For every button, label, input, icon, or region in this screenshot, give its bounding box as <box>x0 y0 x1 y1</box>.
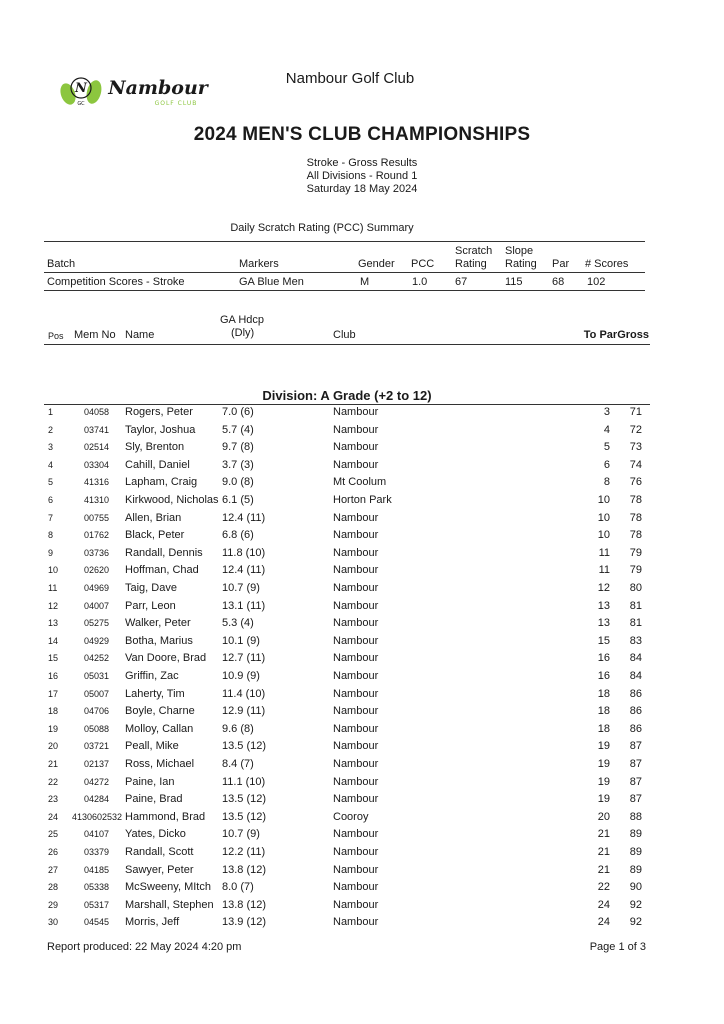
row-club: Nambour <box>333 652 379 665</box>
row-topar: 11 <box>598 546 610 559</box>
row-gross: 92 <box>629 916 642 929</box>
row-pos: 4 <box>48 459 54 470</box>
row-hdcp: 13.5 (12) <box>222 793 267 806</box>
row-hdcp: 7.0 (6) <box>222 406 254 418</box>
row-topar: 21 <box>597 846 610 858</box>
row-topar: 4 <box>603 423 610 436</box>
row-memno: 04929 <box>84 635 110 646</box>
row-gross: 79 <box>629 564 642 577</box>
result-row <box>0 705 724 723</box>
row-hdcp: 12.4 (11) <box>222 564 266 577</box>
result-row <box>0 688 724 706</box>
row-hdcp: 6.8 (6) <box>222 529 254 542</box>
row-gross: 79 <box>629 546 642 559</box>
row-pos: 12 <box>48 600 59 611</box>
row-memno: 04007 <box>84 600 110 611</box>
row-topar: 21 <box>597 863 610 876</box>
row-club: Nambour <box>333 458 379 471</box>
row-memno: 01762 <box>84 530 110 541</box>
row-hdcp: 9.6 (8) <box>222 722 254 735</box>
row-club: Nambour <box>333 863 379 876</box>
row-gross: 88 <box>629 810 642 823</box>
row-hdcp: 13.9 (12) <box>222 916 267 929</box>
row-club: Nambour <box>333 881 379 894</box>
row-name: Boyle, Charne <box>125 705 195 718</box>
row-name: Walker, Peter <box>125 617 191 630</box>
row-pos: 22 <box>48 776 59 787</box>
row-memno: 05088 <box>84 723 110 734</box>
row-hdcp: 10.9 (9) <box>222 670 260 682</box>
row-hdcp: 12.4 (11) <box>222 511 266 524</box>
pcc-col-scratch-1: Scratch <box>455 245 493 257</box>
row-memno: 03721 <box>84 741 110 752</box>
row-topar: 16 <box>597 670 610 682</box>
row-name: Hoffman, Chad <box>125 564 199 577</box>
row-name: Black, Peter <box>125 529 185 542</box>
row-name: Yates, Dicko <box>125 828 186 841</box>
row-memno: 03379 <box>84 847 110 857</box>
pcc-col-scratch-2: Rating <box>455 258 487 270</box>
row-topar: 22 <box>597 881 610 894</box>
row-memno: 41310 <box>84 495 110 505</box>
row-topar: 10 <box>597 529 610 542</box>
result-row <box>0 600 724 618</box>
row-gross: 81 <box>629 599 642 612</box>
row-hdcp: 11.4 (10) <box>222 687 266 700</box>
row-memno: 04969 <box>84 583 110 593</box>
col-name: Name <box>125 329 155 341</box>
row-pos: 5 <box>48 477 54 488</box>
pcc-value: 1.0 <box>412 276 428 288</box>
table-rule <box>44 290 645 291</box>
row-pos: 7 <box>48 512 54 523</box>
result-row <box>0 547 724 565</box>
row-pos: 20 <box>48 741 59 752</box>
row-memno: 05031 <box>84 671 110 681</box>
row-pos: 10 <box>48 565 59 576</box>
pcc-slope: 115 <box>505 276 523 288</box>
row-club: Nambour <box>333 846 379 858</box>
division-rule <box>44 404 650 405</box>
result-row <box>0 529 724 547</box>
result-row <box>0 758 724 776</box>
row-topar: 20 <box>597 810 610 823</box>
col-topar-gross: To ParGross <box>583 329 649 341</box>
row-hdcp: 3.7 (3) <box>222 458 254 471</box>
row-hdcp: 9.0 (8) <box>222 476 254 489</box>
row-name: Ross, Michael <box>125 758 195 770</box>
result-type: Stroke - Gross Results <box>306 157 418 169</box>
row-topar: 10 <box>597 494 610 506</box>
pcc-markers: GA Blue Men <box>239 276 304 288</box>
row-pos: 28 <box>48 882 59 893</box>
result-row <box>0 459 724 477</box>
row-name: Sly, Brenton <box>125 441 185 454</box>
result-row <box>0 617 724 635</box>
row-topar: 24 <box>597 916 610 929</box>
row-memno: 02137 <box>84 759 110 769</box>
result-row <box>0 476 724 494</box>
row-club: Cooroy <box>333 810 369 823</box>
row-gross: 73 <box>629 441 642 454</box>
row-memno: 00755 <box>84 512 110 523</box>
row-club: Nambour <box>333 758 379 770</box>
row-gross: 74 <box>629 458 642 471</box>
result-row <box>0 582 724 600</box>
row-memno: 02514 <box>84 442 110 453</box>
row-pos: 2 <box>48 424 54 435</box>
row-gross: 86 <box>629 722 642 735</box>
row-gross: 89 <box>629 846 642 858</box>
club-logo-graphic <box>58 72 218 112</box>
row-gross: 71 <box>629 406 642 418</box>
result-row <box>0 828 724 846</box>
row-name: Cahill, Daniel <box>125 458 190 471</box>
col-club: Club <box>333 329 356 341</box>
row-gross: 87 <box>629 775 642 788</box>
result-row <box>0 881 724 899</box>
col-memno: Mem No <box>74 329 116 341</box>
row-topar: 24 <box>597 898 610 911</box>
row-gross: 80 <box>629 582 642 594</box>
row-club: Nambour <box>333 546 379 559</box>
row-pos: 17 <box>48 688 59 699</box>
result-row <box>0 670 724 688</box>
row-topar: 19 <box>597 758 610 770</box>
row-gross: 78 <box>629 511 642 524</box>
row-name: McSweeny, MItch <box>125 881 211 894</box>
row-hdcp: 5.3 (4) <box>222 617 254 630</box>
table-rule <box>44 272 645 273</box>
row-club: Nambour <box>333 406 379 418</box>
result-row <box>0 723 724 741</box>
col-pos: Pos <box>48 331 64 341</box>
row-memno: 04545 <box>84 917 110 928</box>
row-name: Griffin, Zac <box>125 670 179 682</box>
row-name: Morris, Jeff <box>125 916 180 929</box>
row-name: Paine, Ian <box>125 775 175 788</box>
row-name: Hammond, Brad <box>125 810 206 823</box>
row-pos: 27 <box>48 864 59 875</box>
row-pos: 3 <box>48 442 54 453</box>
row-gross: 92 <box>629 898 642 911</box>
row-club: Nambour <box>333 740 379 753</box>
pcc-scores: 102 <box>587 276 606 288</box>
row-pos: 18 <box>48 706 59 717</box>
logo-subtext: GOLF CLUB <box>154 100 198 107</box>
result-row <box>0 441 724 459</box>
row-topar: 19 <box>597 740 610 753</box>
club-logo <box>58 72 218 112</box>
row-memno: 04284 <box>84 794 110 805</box>
result-row <box>0 635 724 653</box>
row-name: Sawyer, Peter <box>125 863 194 876</box>
row-club: Nambour <box>333 634 379 647</box>
row-pos: 16 <box>48 671 59 681</box>
row-gross: 84 <box>629 652 642 665</box>
row-club: Nambour <box>333 793 379 806</box>
row-name: Botha, Marius <box>125 634 193 647</box>
row-name: Allen, Brian <box>125 511 182 524</box>
club-name: Nambour Golf Club <box>285 70 415 87</box>
row-pos: 11 <box>48 583 58 593</box>
row-topar: 16 <box>597 652 610 665</box>
row-topar: 21 <box>597 828 610 841</box>
row-name: Rogers, Peter <box>125 406 193 418</box>
row-memno: 04107 <box>84 829 110 840</box>
row-hdcp: 10.7 (9) <box>222 828 260 841</box>
row-memno: 03736 <box>84 547 110 558</box>
svg-text:N: N <box>75 81 87 96</box>
row-name: Randall, Scott <box>125 846 194 858</box>
row-club: Nambour <box>333 529 379 542</box>
row-memno: 04252 <box>84 653 110 664</box>
row-pos: 21 <box>48 759 59 769</box>
row-gross: 83 <box>629 634 642 647</box>
row-hdcp: 12.7 (11) <box>222 652 266 665</box>
row-topar: 13 <box>597 599 610 612</box>
row-hdcp: 13.8 (12) <box>222 898 267 911</box>
row-club: Nambour <box>333 441 379 454</box>
row-name: Peall, Mike <box>125 740 179 753</box>
row-hdcp: 13.5 (12) <box>222 740 267 753</box>
table-rule <box>44 241 645 242</box>
row-gross: 78 <box>629 529 642 542</box>
row-club: Nambour <box>333 617 379 630</box>
result-row <box>0 776 724 794</box>
row-hdcp: 8.4 (7) <box>222 758 254 770</box>
row-memno: 03304 <box>84 459 110 470</box>
row-topar: 13 <box>597 617 610 630</box>
pcc-par: 68 <box>552 276 565 288</box>
row-topar: 18 <box>597 705 610 718</box>
row-memno: 05275 <box>84 618 110 629</box>
row-pos: 25 <box>48 829 59 840</box>
col-hdcp-2: (Dly) <box>231 327 255 339</box>
row-topar: 8 <box>603 476 610 489</box>
result-row <box>0 793 724 811</box>
row-pos: 23 <box>48 794 59 805</box>
row-pos: 13 <box>48 618 59 629</box>
division-heading: Division: A Grade (+2 to 12) <box>262 388 432 403</box>
result-row <box>0 652 724 670</box>
result-row <box>0 494 724 512</box>
row-pos: 30 <box>48 917 59 928</box>
pcc-gender: M <box>360 276 370 288</box>
result-row <box>0 564 724 582</box>
pcc-col-gender: Gender <box>358 258 395 270</box>
row-topar: 5 <box>603 441 610 454</box>
page-title: 2024 MEN'S CLUB CHAMPIONSHIPS <box>193 124 531 145</box>
row-club: Nambour <box>333 722 379 735</box>
report-produced: Report produced: 22 May 2024 4:20 pm <box>47 941 242 953</box>
row-memno: 4130602532 <box>72 811 123 822</box>
result-row <box>0 811 724 829</box>
row-club: Nambour <box>333 898 379 911</box>
row-gross: 87 <box>629 793 642 806</box>
row-club: Nambour <box>333 564 379 577</box>
row-club: Nambour <box>333 705 379 718</box>
pcc-col-scores: # Scores <box>585 258 629 270</box>
row-topar: 10 <box>597 511 610 524</box>
row-name: Lapham, Craig <box>125 476 198 489</box>
row-gross: 90 <box>629 881 642 894</box>
row-pos: 1 <box>48 407 54 417</box>
pcc-col-pcc: PCC <box>411 258 435 270</box>
row-gross: 78 <box>629 494 642 506</box>
row-topar: 11 <box>598 564 610 577</box>
row-pos: 19 <box>48 723 59 734</box>
row-memno: 05317 <box>84 899 110 910</box>
row-memno: 02620 <box>84 565 110 576</box>
row-pos: 26 <box>48 847 59 857</box>
row-memno: 04185 <box>84 864 110 875</box>
result-row <box>0 864 724 882</box>
row-club: Nambour <box>333 916 379 929</box>
row-name: Kirkwood, Nicholas <box>125 494 219 506</box>
row-pos: 6 <box>48 495 54 505</box>
row-club: Nambour <box>333 687 379 700</box>
row-club: Nambour <box>333 670 379 682</box>
row-pos: 14 <box>48 635 59 646</box>
pcc-col-markers: Markers <box>239 258 279 270</box>
row-club: Nambour <box>333 423 379 436</box>
row-name: Van Doore, Brad <box>125 652 207 665</box>
row-club: Nambour <box>333 775 379 788</box>
table-rule <box>44 344 650 345</box>
row-hdcp: 11.1 (10) <box>222 775 266 788</box>
row-hdcp: 8.0 (7) <box>222 881 254 894</box>
pcc-col-slope-2: Rating <box>505 258 537 270</box>
row-gross: 87 <box>629 758 642 770</box>
row-topar: 18 <box>597 687 610 700</box>
row-name: Taylor, Joshua <box>125 423 196 436</box>
pcc-batch: Competition Scores - Stroke <box>47 276 185 288</box>
row-name: Randall, Dennis <box>125 546 203 559</box>
row-topar: 19 <box>597 775 610 788</box>
row-gross: 84 <box>629 670 642 682</box>
row-hdcp: 9.7 (8) <box>222 441 254 454</box>
row-pos: 8 <box>48 530 54 541</box>
row-memno: 04058 <box>84 407 110 417</box>
page-number: Page 1 of 3 <box>589 941 646 953</box>
row-topar: 6 <box>603 458 610 471</box>
row-club: Nambour <box>333 511 379 524</box>
row-pos: 15 <box>48 653 59 664</box>
row-gross: 72 <box>629 423 642 436</box>
logo-wordmark: Nambour <box>108 77 208 99</box>
row-club: Nambour <box>333 582 379 594</box>
row-club: Nambour <box>333 828 379 841</box>
row-topar: 18 <box>597 722 610 735</box>
round-info: All Divisions - Round 1 <box>306 170 418 182</box>
row-pos: 29 <box>48 899 59 910</box>
row-name: Parr, Leon <box>125 599 176 612</box>
row-hdcp: 12.2 (11) <box>222 846 266 858</box>
pcc-scratch: 67 <box>455 276 468 288</box>
pcc-col-slope-1: Slope <box>505 245 534 257</box>
row-memno: 04706 <box>84 706 110 717</box>
pcc-col-batch: Batch <box>47 258 76 270</box>
row-pos: 24 <box>48 811 59 822</box>
svg-text:GC: GC <box>77 101 85 107</box>
row-topar: 15 <box>597 634 610 647</box>
row-memno: 05338 <box>84 882 110 893</box>
row-club: Nambour <box>333 599 379 612</box>
row-memno: 03741 <box>84 424 110 435</box>
result-row <box>0 406 724 424</box>
row-pos: 9 <box>48 547 54 558</box>
row-hdcp: 11.8 (10) <box>222 546 266 559</box>
result-row <box>0 424 724 442</box>
row-gross: 87 <box>629 740 642 753</box>
row-gross: 86 <box>629 705 642 718</box>
row-gross: 76 <box>629 476 642 489</box>
row-topar: 3 <box>603 406 610 418</box>
pcc-col-par: Par <box>552 258 570 270</box>
result-row <box>0 916 724 934</box>
row-name: Paine, Brad <box>125 793 183 806</box>
row-hdcp: 10.7 (9) <box>222 582 260 594</box>
row-gross: 89 <box>629 863 642 876</box>
row-gross: 86 <box>629 687 642 700</box>
row-hdcp: 13.8 (12) <box>222 863 267 876</box>
row-hdcp: 5.7 (4) <box>222 423 254 436</box>
row-hdcp: 13.1 (11) <box>222 599 266 612</box>
row-name: Marshall, Stephen <box>125 898 214 911</box>
row-memno: 04272 <box>84 776 110 787</box>
result-row <box>0 899 724 917</box>
row-memno: 05007 <box>84 688 110 699</box>
col-hdcp-1: GA Hdcp <box>220 314 265 326</box>
row-topar: 19 <box>597 793 610 806</box>
row-memno: 41316 <box>84 477 110 488</box>
row-club: Mt Coolum <box>333 476 387 489</box>
row-gross: 81 <box>629 617 642 630</box>
row-topar: 12 <box>597 582 610 594</box>
row-hdcp: 13.5 (12) <box>222 810 267 823</box>
result-row <box>0 740 724 758</box>
event-date: Saturday 18 May 2024 <box>306 183 418 195</box>
result-row <box>0 512 724 530</box>
row-name: Taig, Dave <box>125 582 177 594</box>
row-hdcp: 12.9 (11) <box>222 705 266 718</box>
row-hdcp: 10.1 (9) <box>222 634 260 647</box>
row-club: Horton Park <box>333 494 392 506</box>
row-name: Molloy, Callan <box>125 722 194 735</box>
row-name: Laherty, Tim <box>125 687 185 700</box>
row-gross: 89 <box>629 828 642 841</box>
row-hdcp: 6.1 (5) <box>222 494 254 506</box>
pcc-caption: Daily Scratch Rating (PCC) Summary <box>230 222 414 234</box>
result-row <box>0 846 724 864</box>
